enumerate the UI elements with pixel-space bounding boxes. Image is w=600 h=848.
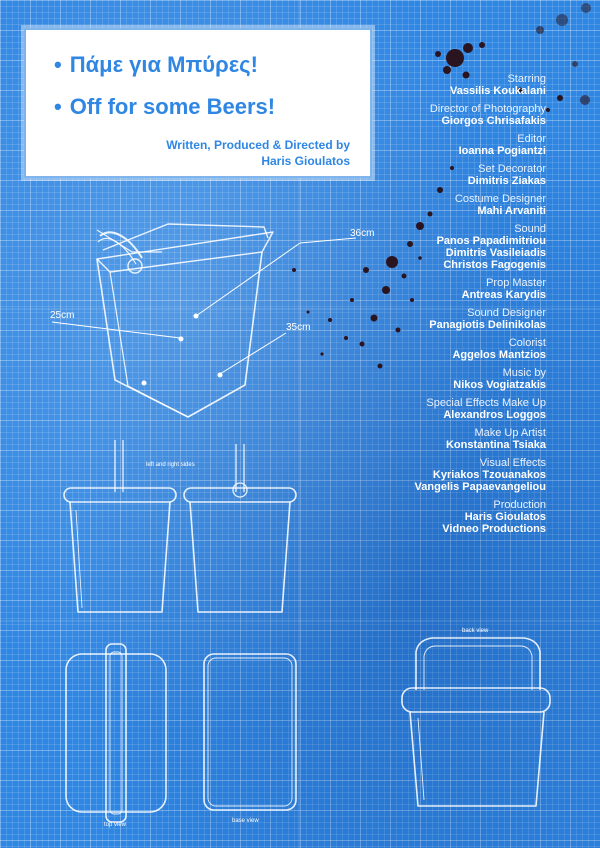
credit-person: Dimitris Vasileiadis [445,247,546,259]
credit-role: Visual Effects [479,457,546,469]
credit-person: Vassilis Koukalani [450,85,546,97]
credit-role: Make Up Artist [474,427,546,439]
credit-name: Haris Gioulatos [261,154,350,168]
credit-entry [326,277,546,301]
credit-entry [326,103,546,127]
cooler-base-view [204,654,296,810]
credit-person: Kyriakos Tzouanakos [432,469,546,481]
cooler-perspective-drawing [97,224,273,417]
credit-person: Mahi Arvaniti [477,205,546,217]
credit-person: Vidneo Productions [442,523,546,535]
dimension-height-label: 25cm [50,310,75,321]
dimension-width-label: 36cm [350,228,375,239]
top-view-label: top view [104,822,127,828]
credit-person: Panos Papadimitriou [436,235,546,247]
cooler-top-view [66,644,166,822]
credit-person: Dimitris Ziakas [467,175,546,187]
credit-entry [326,73,546,97]
credit-person: Alexandros Loggos [443,409,546,421]
credit-person: Haris Gioulatos [464,511,546,523]
base-view-label: base view [232,818,259,824]
credit-role: Production [493,499,546,511]
bullet-icon: • [54,94,62,119]
credit-role: Starring [507,73,546,85]
back-view-label: back view [462,628,489,634]
credit-entry [326,223,546,271]
credit-entry [326,337,546,361]
credit-entry [326,193,546,217]
credit-role: Set Decorator [478,163,546,175]
credit-role: Director of Photography [429,103,546,115]
credit-entry [326,367,546,391]
title-english: • Off for some Beers! [54,94,276,119]
credit-entry [326,397,546,421]
title-box [24,28,372,178]
credit-person: Ioanna Pogiantzi [458,145,546,157]
credit-role: Special Effects Make Up [426,397,546,409]
credit-entry [326,307,546,331]
side-views-label: left and right sides [146,462,195,468]
credit-role: Editor [517,133,546,145]
credit-person: Nikos Vogiatzakis [453,379,546,391]
credits-list [326,73,546,541]
credit-entry [326,133,546,157]
credit-role: Sound Designer [467,307,546,319]
cooler-back-view [402,638,550,806]
credit-label: Written, Produced & Directed by [166,138,350,152]
credit-person: Vangelis Papaevangeliou [414,481,546,493]
credit-entry [326,499,546,535]
dimension-depth-label: 35cm [286,322,311,333]
credit-role: Sound [514,223,546,235]
credit-entry [326,457,546,493]
cooler-side-view-right [184,444,296,612]
credit-person: Christos Fagogenis [443,259,546,271]
credit-person: Aggelos Mantzios [452,349,546,361]
credit-entry [326,427,546,451]
credit-role: Colorist [508,337,546,349]
credit-role: Music by [502,367,546,379]
credit-entry [326,163,546,187]
credit-person: Konstantina Tsiaka [445,439,546,451]
credit-role: Costume Designer [454,193,546,205]
credit-person: Panagiotis Delinikolas [429,319,546,331]
bullet-icon: • [54,52,62,77]
title-greek: • Πάμε για Μπύρες! [54,52,258,77]
credit-person: Antreas Karydis [461,289,546,301]
credit-person: Giorgos Chrisafakis [441,115,546,127]
credit-role: Prop Master [486,277,546,289]
